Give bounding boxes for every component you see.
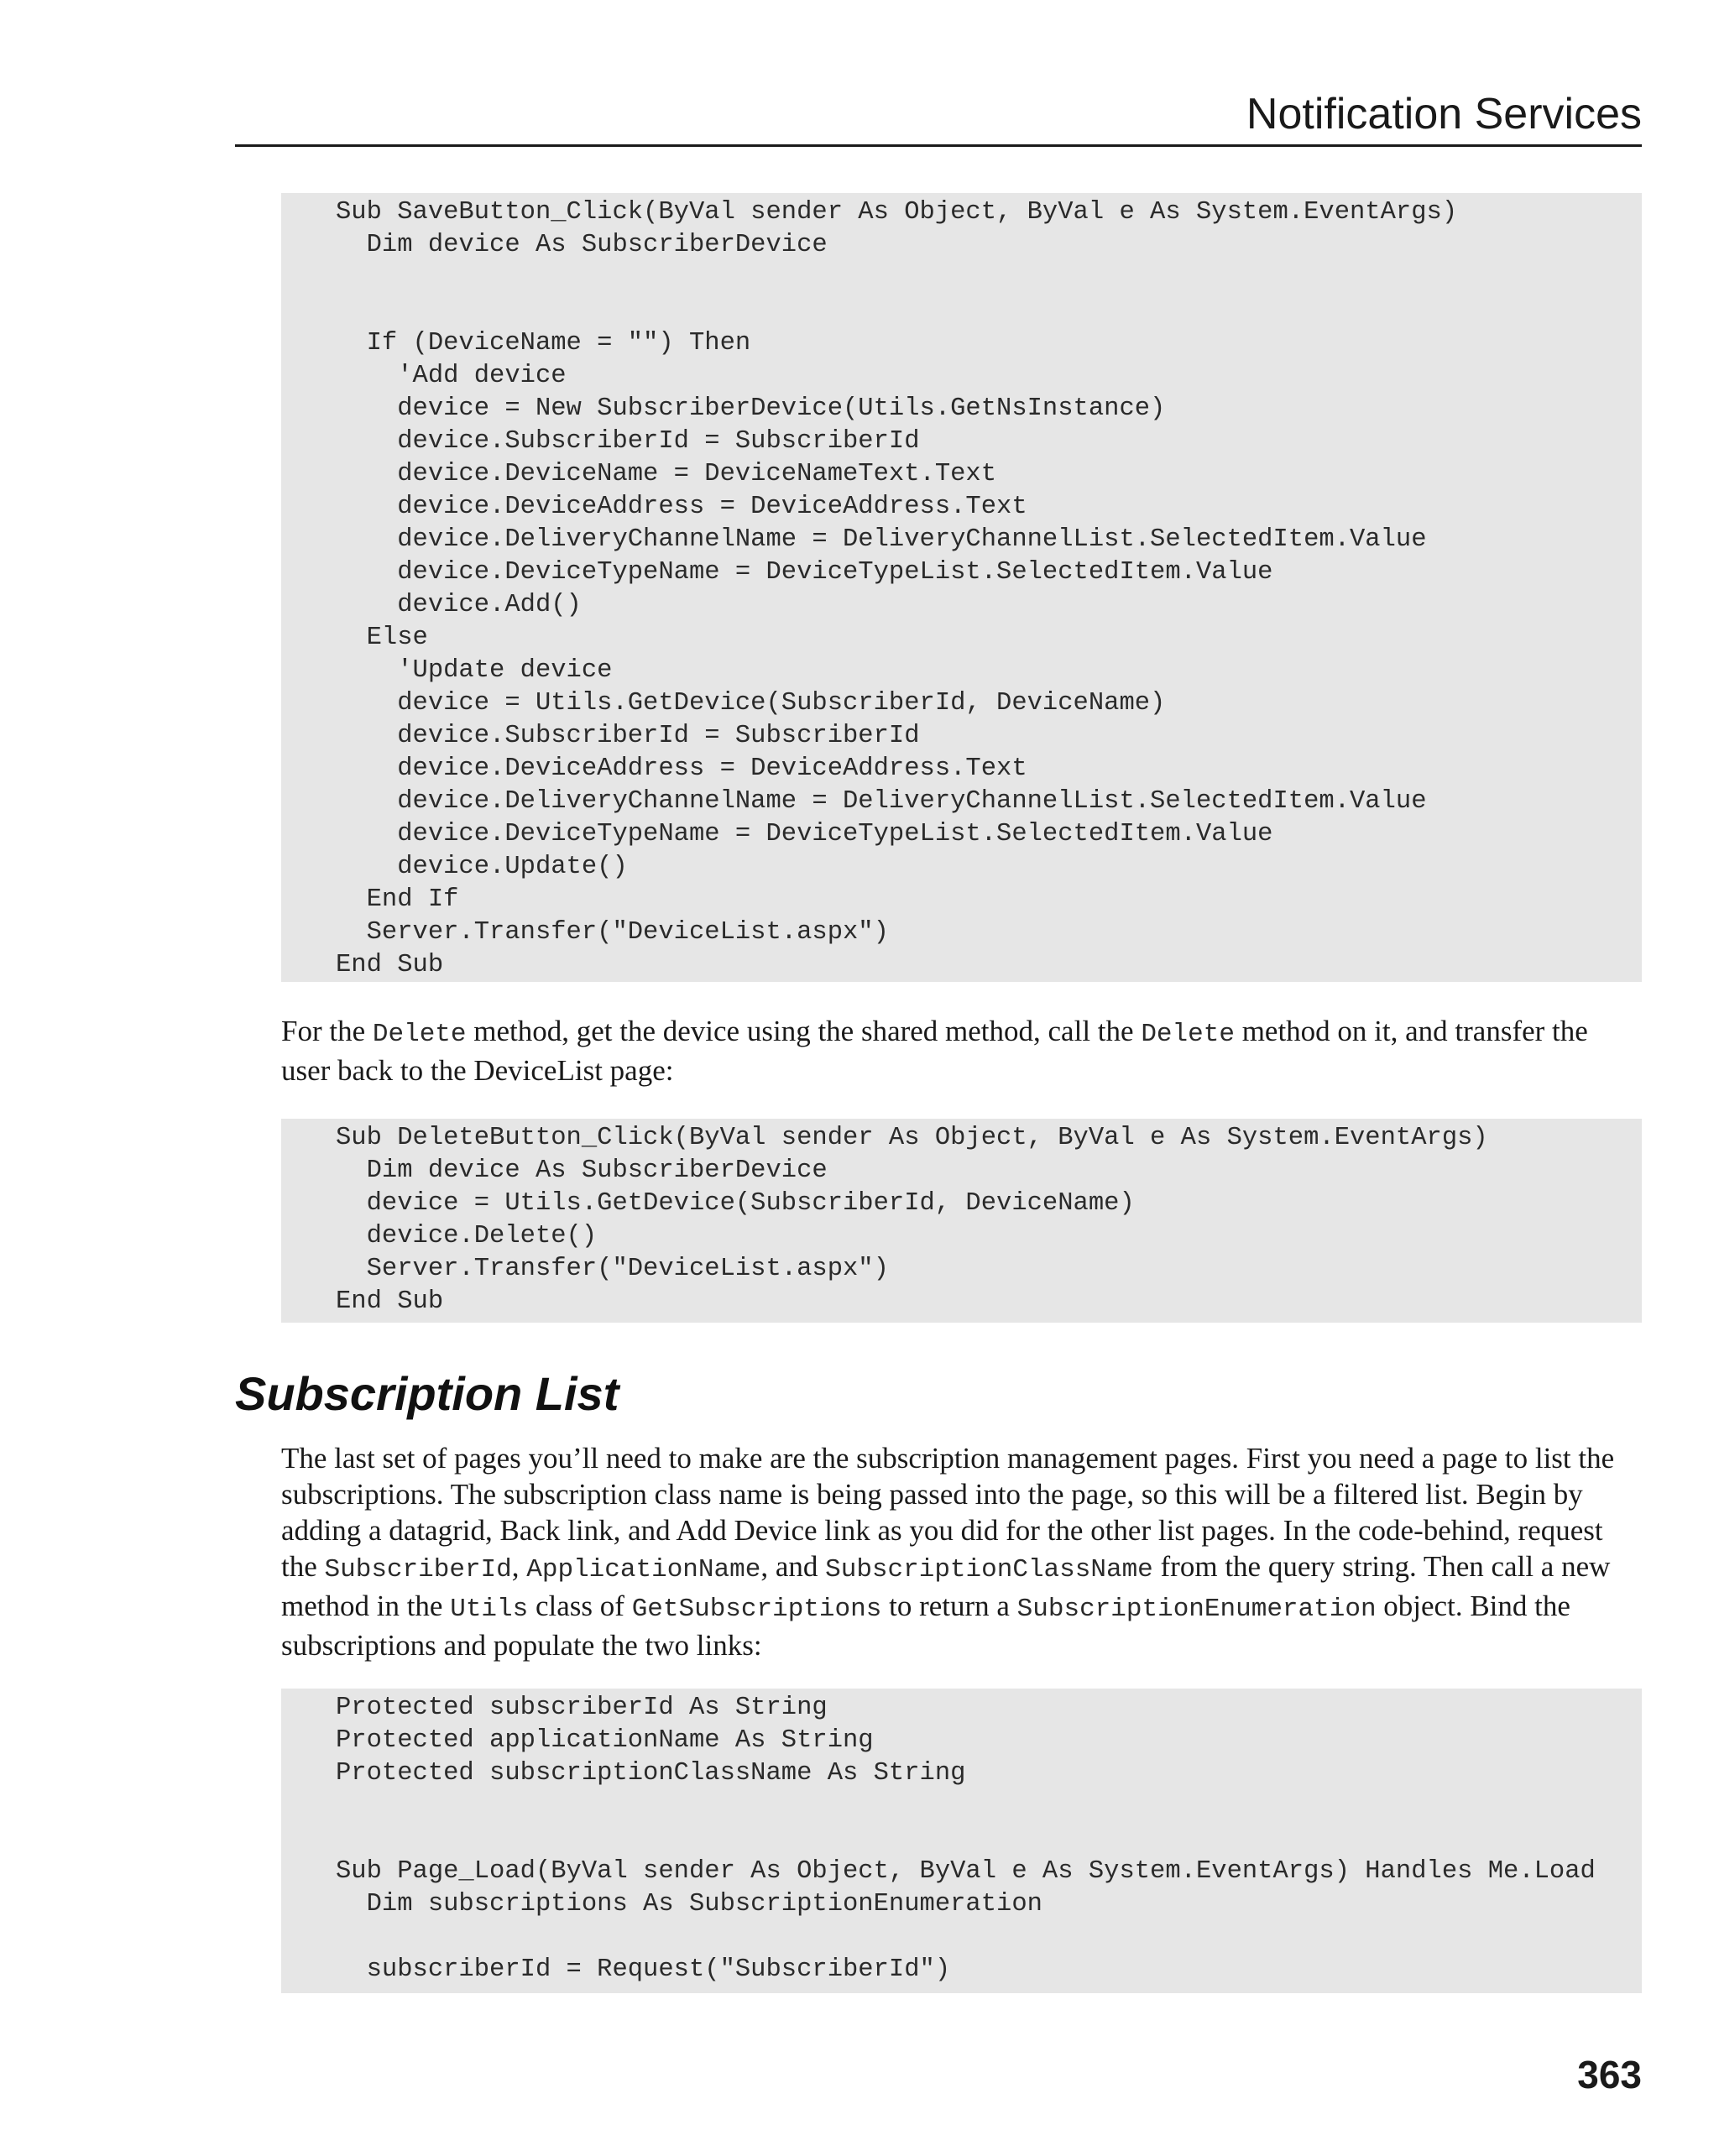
code-line: Dim device As SubscriberDevice xyxy=(336,231,828,259)
code-line xyxy=(336,262,1642,295)
code-line: device.DeviceTypeName = DeviceTypeList.SelectedItem.Value xyxy=(336,558,1273,587)
code-line xyxy=(336,1823,1642,1856)
code-line: device.DeviceTypeName = DeviceTypeList.SelectedItem.Value xyxy=(336,820,1273,848)
paragraph-text: from the query string. Then call a new method in the xyxy=(281,1550,1611,1622)
paragraph-subscription-list xyxy=(281,1440,1642,1663)
code-line: device.DeviceAddress = DeviceAddress.Text xyxy=(336,493,1027,521)
paragraph-text: object. Bind the subscriptions and populate the two links: xyxy=(281,1590,1570,1662)
inline-code: Delete xyxy=(1141,1020,1235,1049)
code-line: device = Utils.GetDevice(SubscriberId, DeviceName) xyxy=(336,1189,1135,1218)
code-line: End Sub xyxy=(336,1287,444,1316)
page-header xyxy=(235,84,1642,147)
paragraph-text: method on it, and transfer the user back to the DeviceList page: xyxy=(281,1015,1588,1087)
code-line: device.Add() xyxy=(336,591,582,619)
code-line: Sub DeleteButton_Click(ByVal sender As Object, ByVal e As System.EventArgs) xyxy=(336,1124,1488,1152)
code-line: If (DeviceName = "") Then xyxy=(336,329,751,358)
inline-code: Utils xyxy=(450,1595,529,1624)
code-line: Protected applicationName As String xyxy=(336,1726,874,1755)
code-line: subscriberId = Request("SubscriberId") xyxy=(336,1955,951,1984)
page-number: 363 xyxy=(1577,2053,1642,2096)
inline-code: ApplicationName xyxy=(526,1555,761,1584)
code-line: device.SubscriberId = SubscriberId xyxy=(336,427,920,456)
section-heading: Subscription List xyxy=(235,1367,619,1420)
code-line: device.DeviceName = DeviceNameText.Text xyxy=(336,460,997,488)
code-line: device.Delete() xyxy=(336,1222,598,1250)
code-line: device.DeliveryChannelName = DeliveryChannelList.SelectedItem.Value xyxy=(336,787,1427,816)
code-line: device.SubscriberId = SubscriberId xyxy=(336,722,920,750)
code-line: device.DeviceAddress = DeviceAddress.Text xyxy=(336,754,1027,783)
code-line xyxy=(336,1921,1642,1954)
inline-code: Delete xyxy=(372,1020,467,1049)
code-line: device = New SubscriberDevice(Utils.GetNsInstance) xyxy=(336,394,1166,423)
code-line: Protected subscriptionClassName As String xyxy=(336,1759,966,1788)
code-line xyxy=(336,1790,1642,1823)
inline-code: GetSubscriptions xyxy=(631,1595,882,1624)
paragraph-text: to return a xyxy=(881,1590,1017,1622)
code-line: Server.Transfer("DeviceList.aspx") xyxy=(336,918,889,947)
running-header-title: Notification Services xyxy=(1246,90,1642,138)
code-line: Dim subscriptions As SubscriptionEnumeration xyxy=(336,1890,1042,1918)
code-block-delete-button xyxy=(281,1119,1642,1323)
inline-code: SubscriptionEnumeration xyxy=(1016,1595,1377,1624)
code-line: End Sub xyxy=(336,951,444,979)
code-block-page-load xyxy=(281,1689,1642,1993)
inline-code: SubscriptionClassName xyxy=(825,1555,1153,1584)
code-line: device = Utils.GetDevice(SubscriberId, DeviceName) xyxy=(336,689,1166,718)
code-line: Else xyxy=(336,624,428,652)
code-line: End If xyxy=(336,885,459,914)
code-line: Server.Transfer("DeviceList.aspx") xyxy=(336,1255,889,1283)
paragraph-text: , xyxy=(511,1550,527,1583)
code-line: Protected subscriberId As String xyxy=(336,1694,828,1722)
code-line: Sub Page_Load(ByVal sender As Object, ByVal e As System.EventArgs) Handles Me.Load xyxy=(336,1857,1596,1886)
code-block-save-button xyxy=(281,193,1642,982)
inline-code: SubscriberId xyxy=(324,1555,512,1584)
paragraph-text: The last set of pages you’ll need to make are the subscription management pages. First you need a page to list the subscriptions. The subscription class name is being passed into the page, so this will be a filtered list. Begin by adding a datagrid, Back link, and Add Device link as you did for the other list pages. In the code-behind, request the xyxy=(281,1442,1615,1583)
paragraph-text: class of xyxy=(528,1590,632,1622)
code-line xyxy=(336,295,1642,327)
code-line: 'Update device xyxy=(336,656,613,685)
paragraph-text: , and xyxy=(760,1550,826,1583)
code-line: device.DeliveryChannelName = DeliveryChannelList.SelectedItem.Value xyxy=(336,525,1427,554)
code-line: Sub SaveButton_Click(ByVal sender As Object, ByVal e As System.EventArgs) xyxy=(336,198,1458,227)
paragraph-delete-method xyxy=(281,1013,1642,1088)
code-line: Dim device As SubscriberDevice xyxy=(336,1156,828,1185)
paragraph-text: For the xyxy=(281,1015,373,1047)
paragraph-text: method, get the device using the shared method, call the xyxy=(466,1015,1142,1047)
code-line: device.Update() xyxy=(336,853,628,881)
code-line: 'Add device xyxy=(336,362,567,390)
